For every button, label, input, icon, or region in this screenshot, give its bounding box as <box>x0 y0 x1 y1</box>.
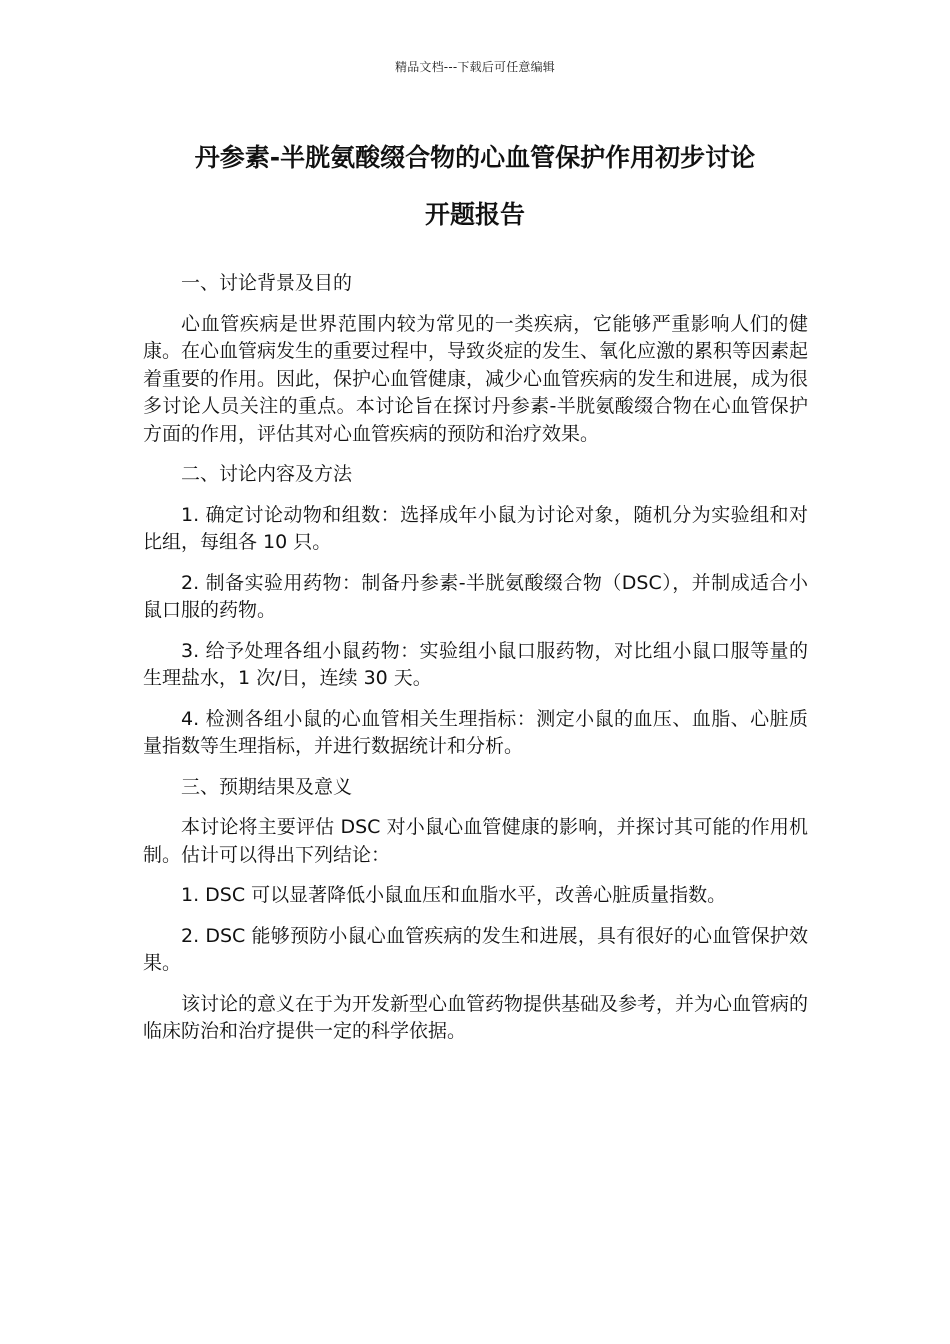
paragraph: 该讨论的意义在于为开发新型心血管药物提供基础及参考，并为心血管病的临床防治和治疗提供一定的科学依据。 <box>143 992 809 1042</box>
paragraph: 2. DSC 能够预防小鼠心血管疾病的发生和进展，具有很好的心血管保护效果。 <box>143 924 808 974</box>
document-subtitle: 开题报告 <box>424 200 525 229</box>
paragraph: 本讨论将主要评估 DSC 对小鼠心血管健康的影响，并探讨其可能的作用机制。估计可以得出下列结论： <box>143 816 808 866</box>
header-note: 精品文档---下载后可任意编辑 <box>395 60 555 74</box>
paragraph: 心血管疾病是世界范围内较为常见的一类疾病，它能够严重影响人们的健康。在心血管病发生的重要过程中，导致炎症的发生、氧化应激的累积等因素起着重要的作用。因此，保护心血管健康，减少心血管疾病的发生和进展，成为很多讨论人员关注的重点。本讨论旨在探讨丹参素-半胱氨酸缀合物在心血管保护方面的作用，评估其对心血管疾病的预防和治疗效果。 <box>143 312 809 445</box>
paragraph: 4. 检测各组小鼠的心血管相关生理指标：测定小鼠的血压、血脂、心脏质量指数等生理指标，并进行数据统计和分析。 <box>143 707 808 757</box>
paragraph: 3. 给予处理各组小鼠药物：实验组小鼠口服药物，对比组小鼠口服等量的生理盐水，1 次/日，连续 30 天。 <box>143 639 808 689</box>
section-heading: 一、讨论背景及目的 <box>181 272 353 294</box>
paragraph: 1. 确定讨论动物和组数：选择成年小鼠为讨论对象，随机分为实验组和对比组，每组各 10 只。 <box>143 503 808 553</box>
section-heading: 二、讨论内容及方法 <box>181 463 353 485</box>
paragraph: 1. DSC 可以显著降低小鼠血压和血脂水平，改善心脏质量指数。 <box>181 884 727 906</box>
document-title: 丹参素-半胱氨酸缀合物的心血管保护作用初步讨论 <box>194 143 756 172</box>
paragraph: 2. 制备实验用药物：制备丹参素-半胱氨酸缀合物（DSC），并制成适合小鼠口服的药物。 <box>143 571 808 621</box>
document-body <box>143 270 808 1059</box>
section-heading: 三、预期结果及意义 <box>181 775 353 798</box>
